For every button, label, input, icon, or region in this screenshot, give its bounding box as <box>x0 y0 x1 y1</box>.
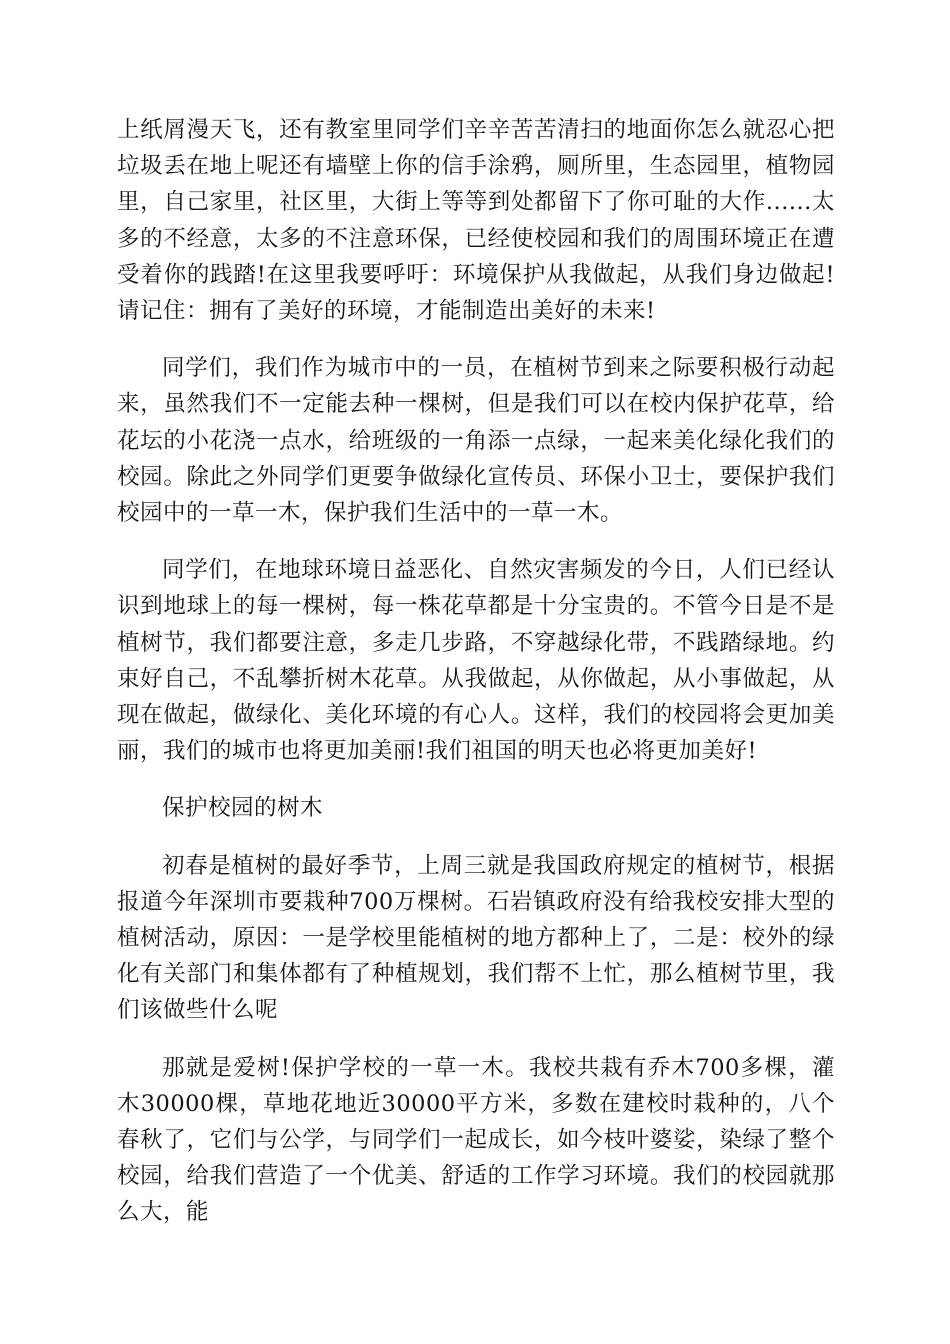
paragraph-3: 同学们，在地球环境日益恶化、自然灾害频发的今日，人们已经认识到地球上的每一棵树，每一株花草都是十分宝贵的。不管今日是不是植树节，我们都要注意，多走几步路，不穿越绿化带，不践踏绿地。约束好自己，不乱攀折树木花草。从我做起，从你做起，从小事做起，从现在做起，做绿化、美化环境的有心人。这样，我们的校园将会更加美丽，我们的城市也将更加美丽!我们祖国的明天也必将更加美好! <box>117 557 835 765</box>
section-heading: 保护校园的树木 <box>162 795 324 822</box>
paragraph-5: 那就是爱树!保护学校的一草一木。我校共栽有乔木700多棵，灌木30000棵，草地花地近30000平方米，多数在建校时栽种的，八个春秋了，它们与公学，与同学们一起成长，如今枝叶婆娑，染绿了整个校园，给我们营造了一个优美、舒适的工作学习环境。我们的校园就那么大，能 <box>117 1054 835 1226</box>
paragraph-1: 上纸屑漫天飞，还有教室里同学们辛辛苦苦清扫的地面你怎么就忍心把垃圾丢在地上呢还有墙壁上你的信手涂鸦，厕所里，生态园里，植物园里，自己家里，社区里，大街上等等到处都留下了你可耻的大作......太多的不经意，太多的不注意环保，已经使校园和我们的周围环境正在遭受着你的践踏!在这里我要呼吁：环境保护从我做起，从我们身边做起!请记住：拥有了美好的环境，才能制造出美好的未来! <box>117 117 835 325</box>
paragraph-2: 同学们，我们作为城市中的一员，在植树节到来之际要积极行动起来，虽然我们不一定能去种一棵树，但是我们可以在校内保护花草，给花坛的小花浇一点水，给班级的一角添一点绿，一起来美化绿化我们的校园。除此之外同学们更要争做绿化宣传员、环保小卫士，要保护我们校园中的一草一木，保护我们生活中的一草一木。 <box>117 355 835 527</box>
paragraph-4: 初春是植树的最好季节，上周三就是我国政府规定的植树节，根据报道今年深圳市要栽种700万棵树。石岩镇政府没有给我校安排大型的植树活动，原因：一是学校里能植树的地方都种上了，二是：校外的绿化有关部门和集体都有了种植规划，我们帮不上忙，那么植树节里，我们该做些什么呢 <box>117 852 835 1024</box>
document-body <box>117 112 835 1252</box>
